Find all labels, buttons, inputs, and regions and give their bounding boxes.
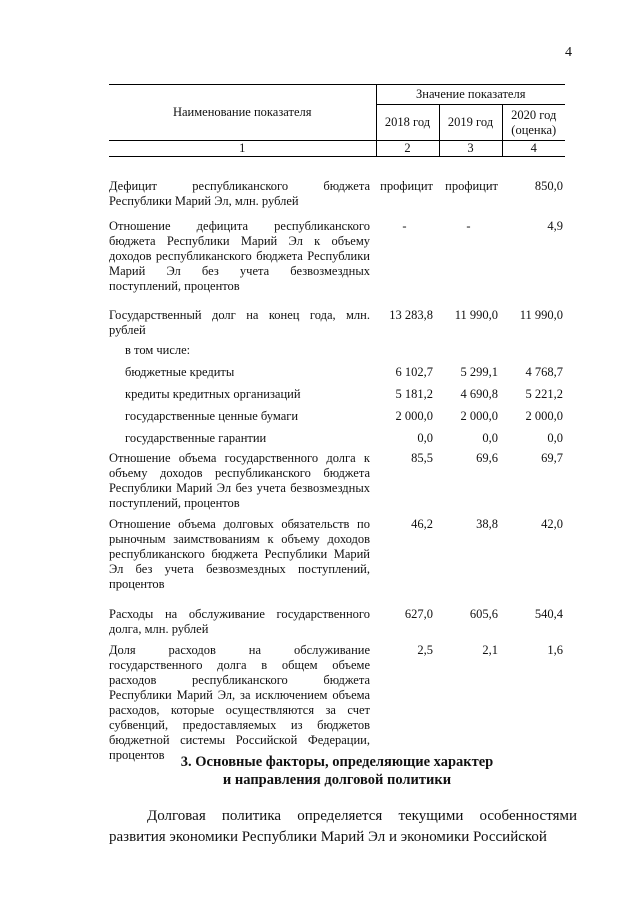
row-indicator-name: в том числе:: [125, 343, 191, 357]
header-indicator-value: Значение показателя: [376, 85, 565, 105]
row-value-2019: 38,8: [476, 517, 498, 531]
page-number: 4: [565, 45, 572, 60]
column-number: 3: [439, 141, 502, 157]
row-value-2019: 69,6: [476, 451, 498, 465]
row-value-2018: 13 283,8: [389, 308, 433, 322]
table-row: [109, 358, 565, 380]
row-value-2020: 1,6: [547, 643, 563, 657]
table-row: [109, 512, 565, 593]
row-indicator-name: Отношение дефицита республиканского бюджета Республики Марий Эл к объему доходов республиканского бюджета Республики Марий Эл без учета безвозмездных поступлений, процентов: [109, 219, 370, 293]
row-value-2018: [376, 339, 439, 358]
table-row: [109, 380, 565, 402]
row-indicator-name: бюджетные кредиты: [125, 365, 235, 379]
row-value-2020: 11 990,0: [519, 308, 563, 322]
table-row: [109, 638, 565, 765]
row-value-2018: 6 102,7: [395, 365, 433, 379]
row-value-2019: 2 000,0: [460, 409, 498, 423]
row-value-2019: 4 690,8: [460, 387, 498, 401]
row-value-2020: 2 000,0: [525, 409, 563, 423]
row-indicator-name: Отношение объема государственного долга к объему доходов республиканского бюджета Республики Марий Эл без учета безвозмездных поступлений, процентов: [109, 451, 370, 510]
row-value-2019: 0,0: [482, 431, 498, 445]
table-row: [109, 210, 565, 294]
row-value-2018: 2 000,0: [395, 409, 433, 423]
row-indicator-name: государственные ценные бумаги: [125, 409, 299, 423]
header-indicator-name: Наименование показателя: [109, 85, 376, 141]
section-title-line: 3. Основные факторы, определяющие характер: [180, 754, 494, 770]
indicators-table: [109, 84, 565, 765]
row-indicator-name: кредиты кредитных организаций: [125, 387, 301, 401]
column-number: 4: [502, 141, 565, 157]
row-value-2019: [439, 339, 502, 358]
row-value-2018: 627,0: [404, 607, 433, 621]
row-value-2019: 605,6: [469, 607, 498, 621]
row-value-2019: -: [466, 219, 471, 233]
row-value-2019: 5 299,1: [460, 365, 498, 379]
row-value-2018: -: [402, 219, 407, 233]
row-indicator-name: Расходы на обслуживание государственного долга, млн. рублей: [109, 607, 370, 636]
row-value-2020: 0,0: [547, 431, 563, 445]
table-row: [109, 339, 565, 358]
table-row: [109, 424, 565, 446]
table-row: [109, 157, 565, 211]
row-value-2018: 85,5: [411, 451, 433, 465]
header-year-2019: 2019 год: [439, 105, 502, 141]
row-indicator-name: Государственный долг на конец года, млн. рублей: [109, 308, 370, 337]
header-year-2018: 2018 год: [376, 105, 439, 141]
row-indicator-name: государственные гарантии: [125, 431, 267, 445]
table-row: [109, 294, 565, 339]
column-number: 2: [376, 141, 439, 157]
table-row: [109, 446, 565, 512]
row-value-2020: 4,9: [547, 219, 563, 233]
row-value-2018: 46,2: [411, 517, 433, 531]
row-value-2018: 0,0: [417, 431, 433, 445]
row-value-2020: [502, 339, 565, 358]
row-value-2020: 540,4: [534, 607, 563, 621]
row-value-2019: 11 990,0: [454, 308, 498, 322]
row-indicator-name: Отношение объема долговых обязательств по рыночным заимствованиям к объему доходов республиканского бюджета Республики Марий Эл без учета безвозмездных поступлений, процентов: [109, 517, 370, 591]
table-row: [109, 593, 565, 638]
row-value-2020: 42,0: [541, 517, 563, 531]
section-title: [109, 753, 565, 789]
row-value-2020: 850,0: [534, 179, 563, 193]
body-paragraph: Долговая политика определяется текущими особенностями развития экономики Республики Марий Эл и экономики Российской: [109, 808, 577, 845]
column-number: 1: [109, 141, 376, 157]
row-value-2020: 5 221,2: [525, 387, 563, 401]
row-value-2020: 4 768,7: [525, 365, 563, 379]
row-indicator-name: Доля расходов на обслуживание государственного долга в общем объеме расходов республиканского бюджета Республики Марий Эл, за исключением объема расходов, которые осуществляются за счет субвенций, предоставляемых из бюджетов бюджетной системы Российской Федерации, процентов: [109, 643, 370, 762]
table-row: [109, 402, 565, 424]
row-indicator-name: Дефицит республиканского бюджета Республики Марий Эл, млн. рублей: [109, 179, 370, 208]
row-value-2018: 2,5: [417, 643, 433, 657]
header-year-2020: 2020 год (оценка): [511, 107, 557, 137]
row-value-2018: 5 181,2: [395, 387, 433, 401]
row-value-2018: профицит: [380, 179, 433, 193]
section-title-line: и направления долговой политики: [222, 772, 452, 788]
row-value-2019: 2,1: [482, 643, 498, 657]
row-value-2019: профицит: [445, 179, 498, 193]
row-value-2020: 69,7: [541, 451, 563, 465]
